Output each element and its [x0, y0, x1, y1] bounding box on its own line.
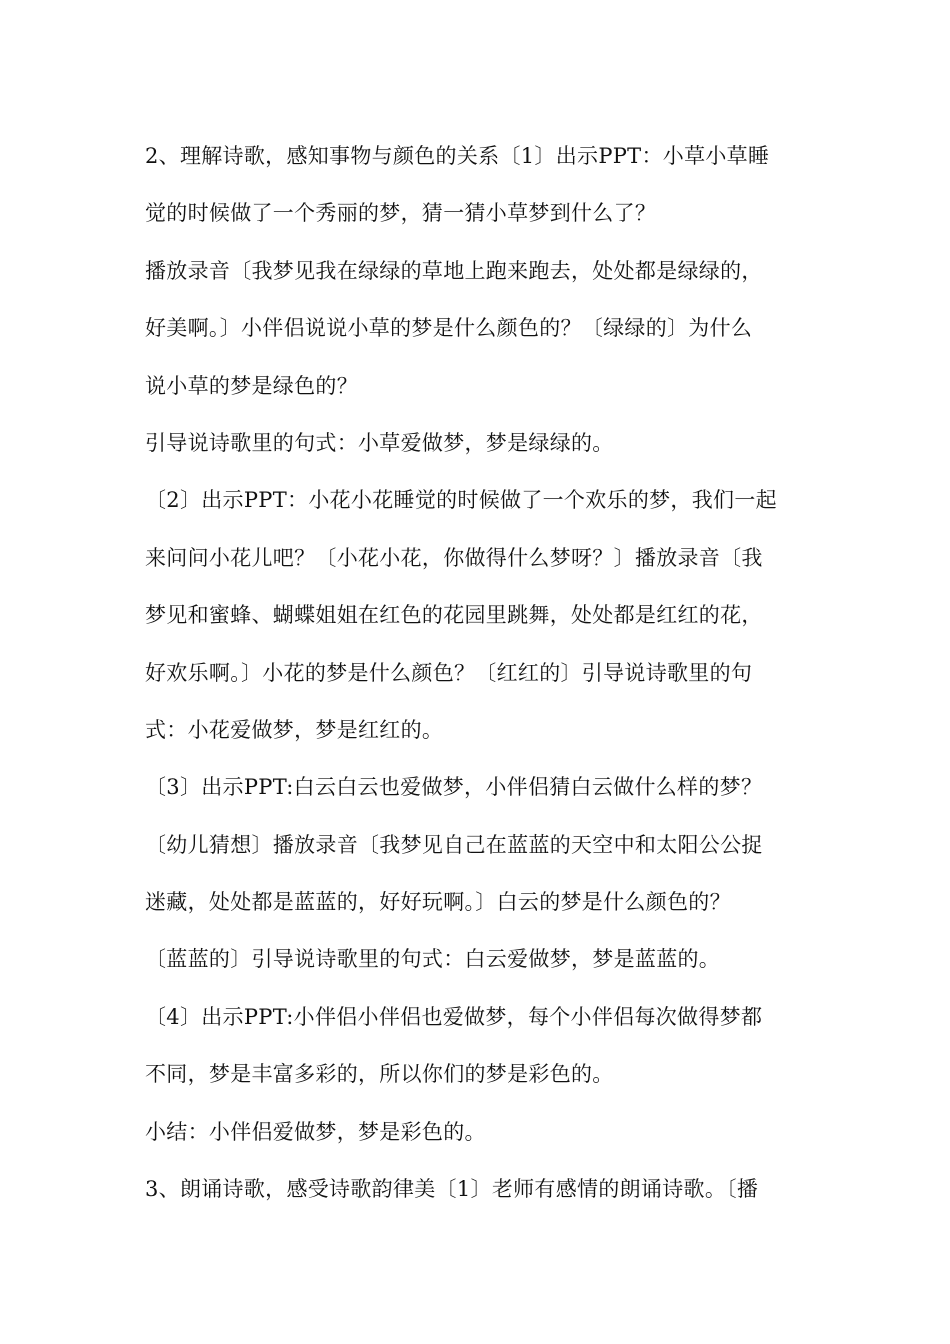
text-line: 觉的时候做了一个秀丽的梦，猜一猜小草梦到什么了？	[145, 201, 657, 226]
text-line: 3、朗诵诗歌，感受诗歌韵律美〔1〕老师有感情的朗诵诗歌。〔播	[145, 1177, 759, 1202]
text-line: 〔3〕出示PPT:白云白云也爱做梦，小伴侣猜白云做什么样的梦？	[145, 775, 763, 800]
text-line: 播放录音〔我梦见我在绿绿的草地上跑来跑去，处处都是绿绿的，	[145, 258, 763, 283]
text-line: 说小草的梦是绿色的？	[145, 373, 358, 398]
text-line: 〔蓝蓝的〕引导说诗歌里的句式：白云爱做梦，梦是蓝蓝的。	[145, 947, 721, 972]
text-line: 好美啊。〕小伴侣说说小草的梦是什么颜色的？〔绿绿的〕为什么	[145, 316, 753, 341]
text-line: 迷藏，处处都是蓝蓝的，好好玩啊。〕白云的梦是什么颜色的？	[145, 890, 731, 915]
document-body	[145, 128, 815, 1218]
text-line: 〔4〕出示PPT:小伴侣小伴侣也爱做梦，每个小伴侣每次做得梦都	[145, 1004, 763, 1029]
text-line: 2、理解诗歌，感知事物与颜色的关系〔1〕出示PPT：小草小草睡	[145, 144, 770, 168]
text-line: 引导说诗歌里的句式：小草爱做梦，梦是绿绿的。	[145, 430, 614, 455]
text-line: 不同，梦是丰富多彩的，所以你们的梦是彩色的。	[145, 1062, 614, 1087]
text-line: 〔2〕出示PPT：小花小花睡觉的时候做了一个欢乐的梦，我们一起	[145, 488, 777, 513]
text-line: 来问问小花儿吧？〔小花小花，你做得什么梦呀？〕播放录音〔我	[145, 545, 763, 570]
text-line: 梦见和蜜蜂、蝴蝶姐姐在红色的花园里跳舞，处处都是红红的花，	[145, 603, 763, 628]
text-line: 〔幼儿猜想〕播放录音〔我梦见自己在蓝蓝的天空中和太阳公公捉	[145, 832, 763, 857]
text-line: 式：小花爱做梦，梦是红红的。	[145, 717, 444, 742]
text-line: 好欢乐啊。〕小花的梦是什么颜色？〔红红的〕引导说诗歌里的句	[145, 660, 753, 685]
text-line: 小结：小伴侣爱做梦，梦是彩色的。	[145, 1119, 486, 1144]
